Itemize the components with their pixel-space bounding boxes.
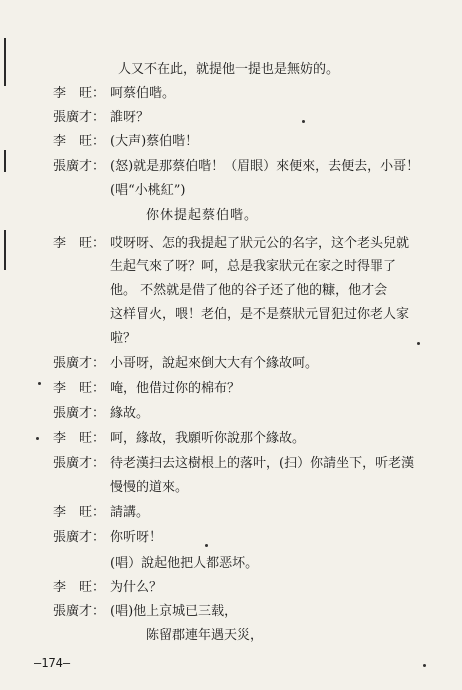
line-8: 生起气來了呀？呵，总是我家狀元在家之时得罪了 <box>110 259 397 274</box>
print-speck <box>302 120 305 123</box>
page-number: —174— <box>34 656 71 670</box>
line-19: 你听呀！ <box>110 530 163 545</box>
line-23: 陈留郡連年遇天災， <box>146 628 264 643</box>
line-6: 你休提起蔡伯喈。 <box>146 208 259 223</box>
print-speck <box>205 544 208 547</box>
speaker-18: 李 旺： <box>53 505 106 520</box>
line-20: (唱）說起他把人都恶坏。 <box>110 556 259 571</box>
print-speck <box>38 382 41 385</box>
speaker-12: 張廣才： <box>53 356 106 371</box>
speaker-13: 李 旺： <box>53 381 106 396</box>
speaker-21: 李 旺： <box>53 580 106 595</box>
speaker-2: 張廣才： <box>53 110 106 125</box>
line-4: (怒)就是那蔡伯喈！（眉眼）來便來，去便去，小哥！ <box>110 159 420 174</box>
line-7: 哎呀呀、怎的我提起了狀元公的名字，这个老头兒就 <box>110 236 410 251</box>
speaker-1: 李 旺： <box>53 86 106 101</box>
line-14: 緣故。 <box>110 406 150 421</box>
speaker-7: 李 旺： <box>53 236 106 251</box>
line-22: (唱)他上京城已三载， <box>110 604 238 619</box>
speaker-22: 張廣才： <box>53 604 106 619</box>
line-2: 誰呀？ <box>110 110 150 125</box>
line-15: 呵，緣故，我願听你說那个緣故。 <box>110 431 306 446</box>
margin-rule <box>4 150 6 172</box>
margin-rule <box>4 38 6 86</box>
line-0: 人又不在此，就提他一提也是無妨的。 <box>118 62 340 77</box>
print-speck <box>36 437 39 440</box>
line-12: 小哥呀，說起來倒大大有个緣故呵。 <box>110 356 319 371</box>
line-11: 啦？ <box>110 331 137 346</box>
line-17: 慢慢的道來。 <box>110 480 189 495</box>
speaker-15: 李 旺： <box>53 431 106 446</box>
line-16: 待老漢扫去这樹根上的落叶，(扫）你請坐下，听老漢 <box>110 456 415 471</box>
line-21: 为什么？ <box>110 580 163 595</box>
line-1: 呵蔡伯喈。 <box>110 86 176 101</box>
line-5: (唱“小桃紅”) <box>110 183 186 198</box>
line-13: 唵，他借过你的棉布？ <box>110 381 241 396</box>
speaker-14: 張廣才： <box>53 406 106 421</box>
margin-rule <box>4 230 6 270</box>
speaker-4: 張廣才： <box>53 159 106 174</box>
print-speck <box>423 664 426 667</box>
line-9: 他。 不然就是借了他的谷子还了他的糠，他才会 <box>110 283 388 298</box>
line-3: (大声)蔡伯喈！ <box>110 134 199 149</box>
speaker-16: 張廣才： <box>53 456 106 471</box>
line-10: 这样冒火，喂！老伯，是不是蔡狀元冒犯过你老人家 <box>110 307 410 322</box>
speaker-19: 張廣才： <box>53 530 106 545</box>
print-speck <box>417 342 420 345</box>
speaker-3: 李 旺： <box>53 134 106 149</box>
line-18: 請講。 <box>110 505 150 520</box>
